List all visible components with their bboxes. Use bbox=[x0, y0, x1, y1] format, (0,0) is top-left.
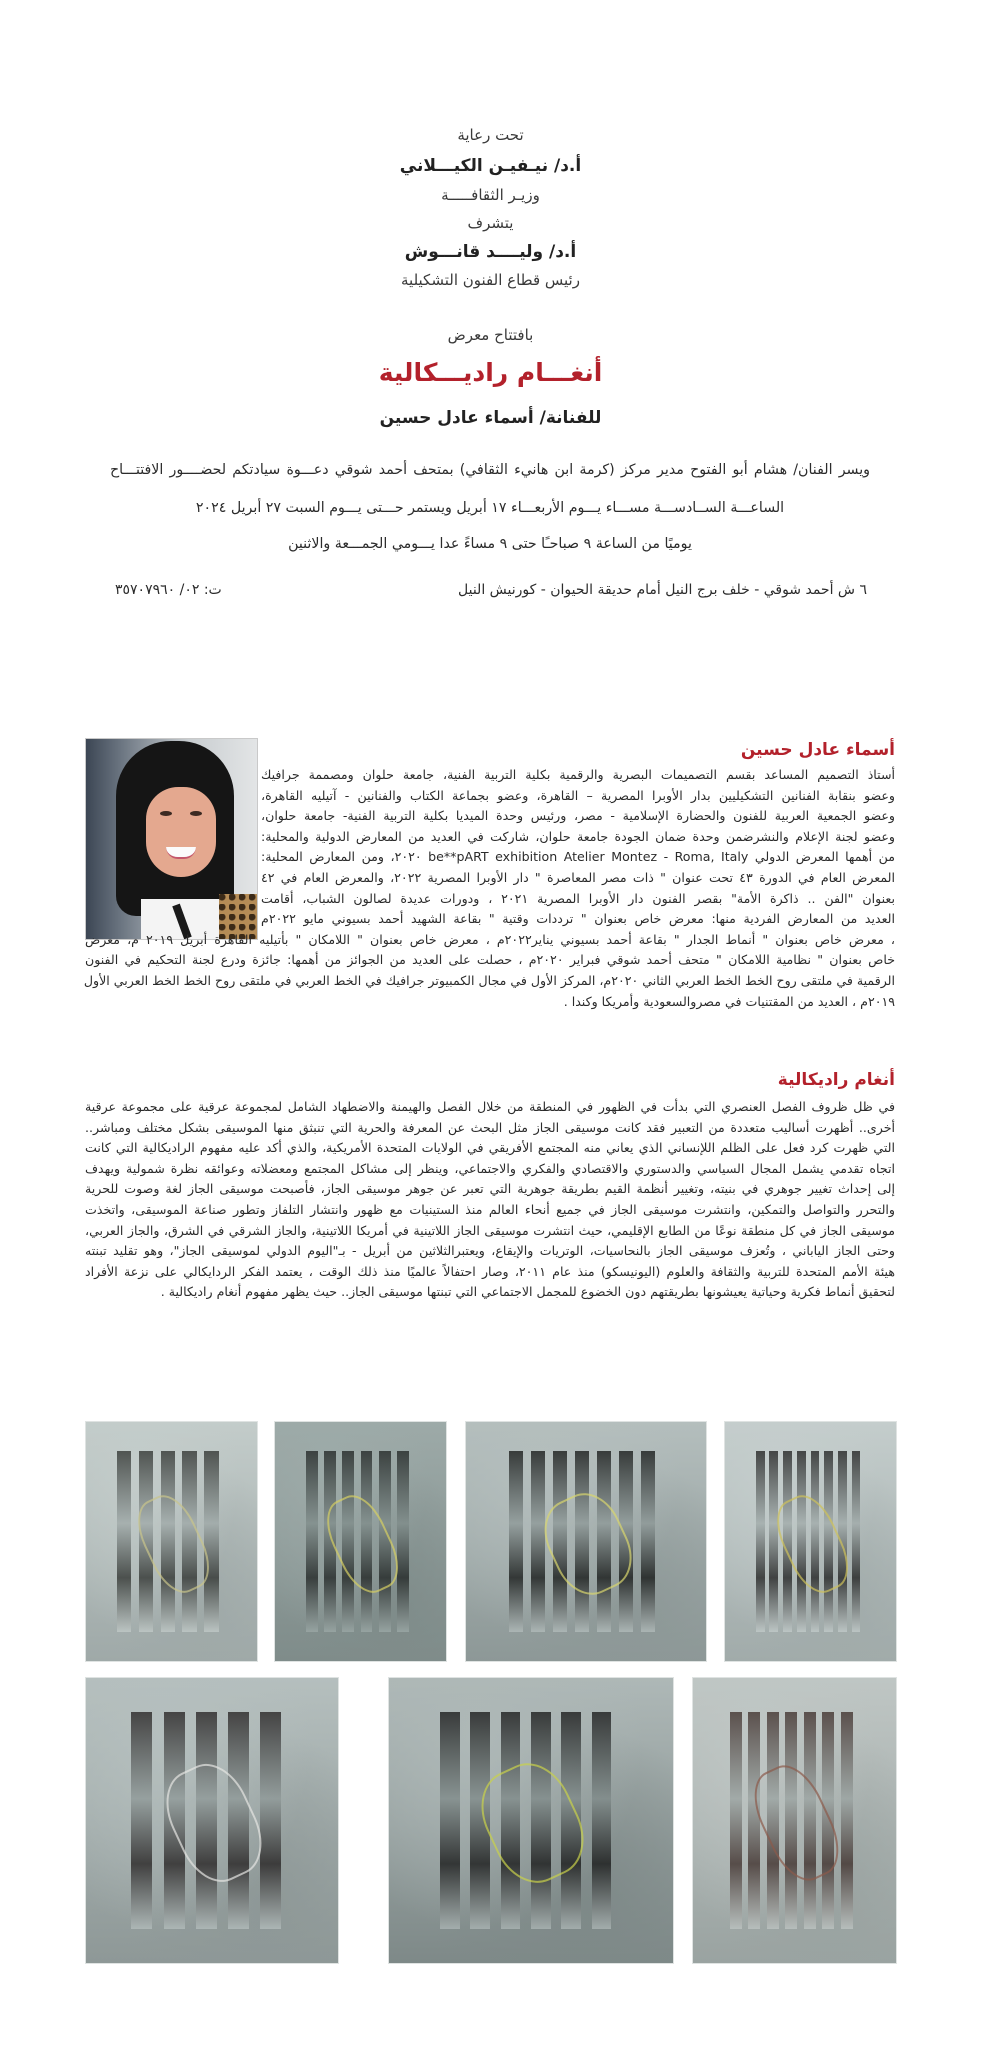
under-patronage-label: تحت رعاية bbox=[457, 126, 524, 144]
honored-by-label: يتشرف bbox=[467, 214, 514, 232]
concept-line: إلى إحداث تغيير جوهري في بنيته، وتغيير أنظمة القيم بطريقة جوهرية التي تعبر عن جوهر موسيقى الجاز، فأصبحت موسيقى الجاز لغة وصوت للحرية bbox=[85, 1181, 895, 1197]
artwork-hands-instrument bbox=[724, 1421, 897, 1662]
concept-line: موسيقى الجاز في كل منطقة نوعًا من الطابع الإقليمي، حيث انتشرت موسيقى الجاز اللاتينية في أمريكا اللاتينية، والجاز الشرقي في الشرق، والجاز العربي، bbox=[85, 1222, 895, 1238]
bio-line: العديد من المعارض الفردية منها: معرض خاص بعنوان " ترددات وقتية " بقاعة الشهيد أحمد بسيوني مايو ٢٠٢٢م bbox=[261, 911, 895, 927]
opening-label: بافتتاح معرض bbox=[447, 326, 534, 344]
phone-number: ت: ٠٢/ ٣٥٧٠٧٩٦٠ bbox=[115, 582, 222, 598]
artwork-strings bbox=[692, 1677, 897, 1964]
concept-line: لتحقيق أنماط فكرية وحياتية يعيشونها بطريقتهم دون الخضوع للمجمل الاجتماعي التي تبنتها موسيقى الجاز.. حيث يظهر مفهوم أنغام راديكالية . bbox=[160, 1284, 895, 1300]
concept-line: التي ظهرت كرد فعل على الظلم اللإنساني الذي يعاني منه المجتمع الأفريقي في الولايات المتحدة الأمريكية، والذي أكد عليه مفهوم الراديكالية التي كانت bbox=[85, 1140, 895, 1156]
invitation-line-1: ويسر الفنان/ هشام أبو الفتوح مدير مركز (كرمة ابن هانيء الثقافي) بمتحف أحمد شوقي دعـــوة سيادتكم لحضــــور الافتتـــاح bbox=[110, 462, 870, 478]
sector-head-name: أ.د/ وليــــد قانـــوش bbox=[404, 242, 577, 262]
bio-line: ، معرض خاص بعنوان " أنماط الجدار " بقاعة أحمد بسيوني يناير٢٠٢٢م ، معرض خاص بعنوان " اللامكان " بأتيليه القاهرة أبريل ٢٠١٩ م، معرض bbox=[85, 931, 895, 947]
bio-line: الرقمية في ملتقى روح الخط الخط العربي الثاني ٢٠٢٠م، المركز الأول في مجال الكمبيوتر جرافيك في الخط العربي في ملتقى روح الخط الخط العربي الأول bbox=[83, 973, 895, 988]
concept-line: في ظل ظروف الفصل العنصري التي بدأت في الظهور في المنطقة من خلال الفصل والهيمنة والاضطهاد الشامل لمجموعة عرقية على مجموعة عرقية bbox=[85, 1099, 895, 1114]
bio-line: وعضو لجنة الإعلام والنشرضمن وحدة ضمان الجودة جامعة حلوان، شاركت في العديد من المعارض الدولية والمحلية: bbox=[261, 828, 895, 844]
sector-head-title: رئيس قطاع الفنون التشكيلية bbox=[401, 271, 580, 289]
bio-line: أستاذ التصميم المساعد بقسم التصميمات البصرية والرقمية بكلية التربية الفنية، جامعة حلوان ومصممة جرافيك bbox=[261, 767, 895, 782]
bio-line: وعضو بنقابة الفنانين التشكيليين بدار الأوبرا المصرية – القاهرة، وعضو بجماعة الكتاب والفنانين - آتيليه القاهرة، bbox=[261, 787, 895, 803]
exhibition-title: أنغـــام راديـــكالية bbox=[378, 358, 603, 387]
concept-line: والتحرر والتواصل والتمكين، وانتشرت موسيقى الجاز في جميع أنحاء العالم منذ الستينيات مع ظهور وانتشار التلفاز وتطور صناعة الموسيقى، واتخذت bbox=[85, 1202, 895, 1217]
artwork-piano-hands bbox=[85, 1677, 339, 1964]
bio-line: المعرض العام في الدورة ٤٣ تحت عنوان " ذات مصر المعاصرة " دار الأوبرا المصرية ٢٠٢٢، والمعرض العام في ٤٢ bbox=[261, 870, 896, 885]
artwork-french-horn bbox=[465, 1421, 707, 1662]
artwork-trumpet-player bbox=[388, 1677, 674, 1964]
address: ٦ ش أحمد شوقي - خلف برج النيل أمام حديقة الحيوان - كورنيش النيل bbox=[458, 582, 867, 598]
artist-photo bbox=[85, 738, 258, 940]
concept-line: وحتى الجاز الياباني ، وتُعزف موسيقى الجاز بالنحاسيات، الوتريات والإيقاع، ويعتبرالثلاثين من أبريل - بـ"اليوم الدولي لموسيقى الجاز"، وهو تقليد تبنته bbox=[85, 1243, 895, 1259]
bio-line: خاص بعنوان " نظامية اللامكان " متحف أحمد شوقي فبراير ٢٠٢٠م ، حصلت على العديد من الجوائز من أهمها: جائزة ودرع لجنة التحكيم في الفنون bbox=[85, 952, 895, 968]
artwork-saxophone-body bbox=[274, 1421, 447, 1662]
concept-line: هيئة الأمم المتحدة للتربية والثقافة والعلوم (اليونيسكو) منذ عام ٢٠١١، وصار احتفالاً عالميًا منذ ذلك الوقت ، يعتمد الفكر الردايكالي على نزعة الأفراد bbox=[85, 1263, 895, 1279]
bio-heading: أسماء عادل حسين bbox=[740, 740, 895, 760]
minister-name: أ.د/ نيـفيـن الكيـــلاني bbox=[399, 156, 582, 176]
bio-line: وعضو الجمعية العربية للفنون والحضارة الإسلامية - مصر، ورئيس وحدة الميديا بكلية التربية الفنية- جامعة حلوان، bbox=[261, 808, 895, 824]
concept-line: اتجاه تقدمي يشمل المجال السياسي والدستوري والاقتصادي والفكري والاجتماعي، وينظر إلى مشاكل المجتمع ومعضلاته وعوائقه نظرة شمولية ويهدف bbox=[85, 1160, 895, 1176]
invitation-line-3: يوميًا من الساعة ٩ صباحـًا حتى ٩ مساءً عدا يـــومي الجمـــعة والاثنين bbox=[288, 536, 692, 552]
concept-line: أخرى.. أظهرت أساليب متعددة من التعبير فقد كانت موسيقى الجاز مثل البحث عن المعرفة والحرية التي تنبثق منها الموسيقى بشكل مختلف ومباشر.. bbox=[85, 1119, 895, 1135]
concept-heading: أنغام راديكالية bbox=[777, 1070, 895, 1090]
artist-line: للفنانة/ أسماء عادل حسين bbox=[379, 408, 602, 428]
bio-line: ٢٠١٩م ، العديد من المقتنيات في مصروالسعودية وأمريكا وكندا . bbox=[563, 993, 895, 1009]
bio-line: بعنوان "الفن .. ذاكرة الأمة" بقصر الفنون دار الأوبرا المصرية ٢٠٢١ ، ودورات عديدة لصالون الشباب، أقامت bbox=[261, 890, 895, 906]
invitation-line-2: الساعـــة الســادســـة مســـاء يـــوم الأربعـــاء ١٧ أبريل ويستمر حـــتى يـــوم السبت ٢٧ أبريل ٢٠٢٤ bbox=[195, 500, 785, 516]
minister-title: وزيـر الثقافـــــة bbox=[441, 186, 540, 204]
artwork-saxophone-keys bbox=[85, 1421, 258, 1662]
bio-line: من أهمها المعرض الدولي be**pART exhibition Atelier Montez - Roma, Italy ٢٠٢٠، ومن المعارض المحلية: bbox=[261, 849, 895, 865]
